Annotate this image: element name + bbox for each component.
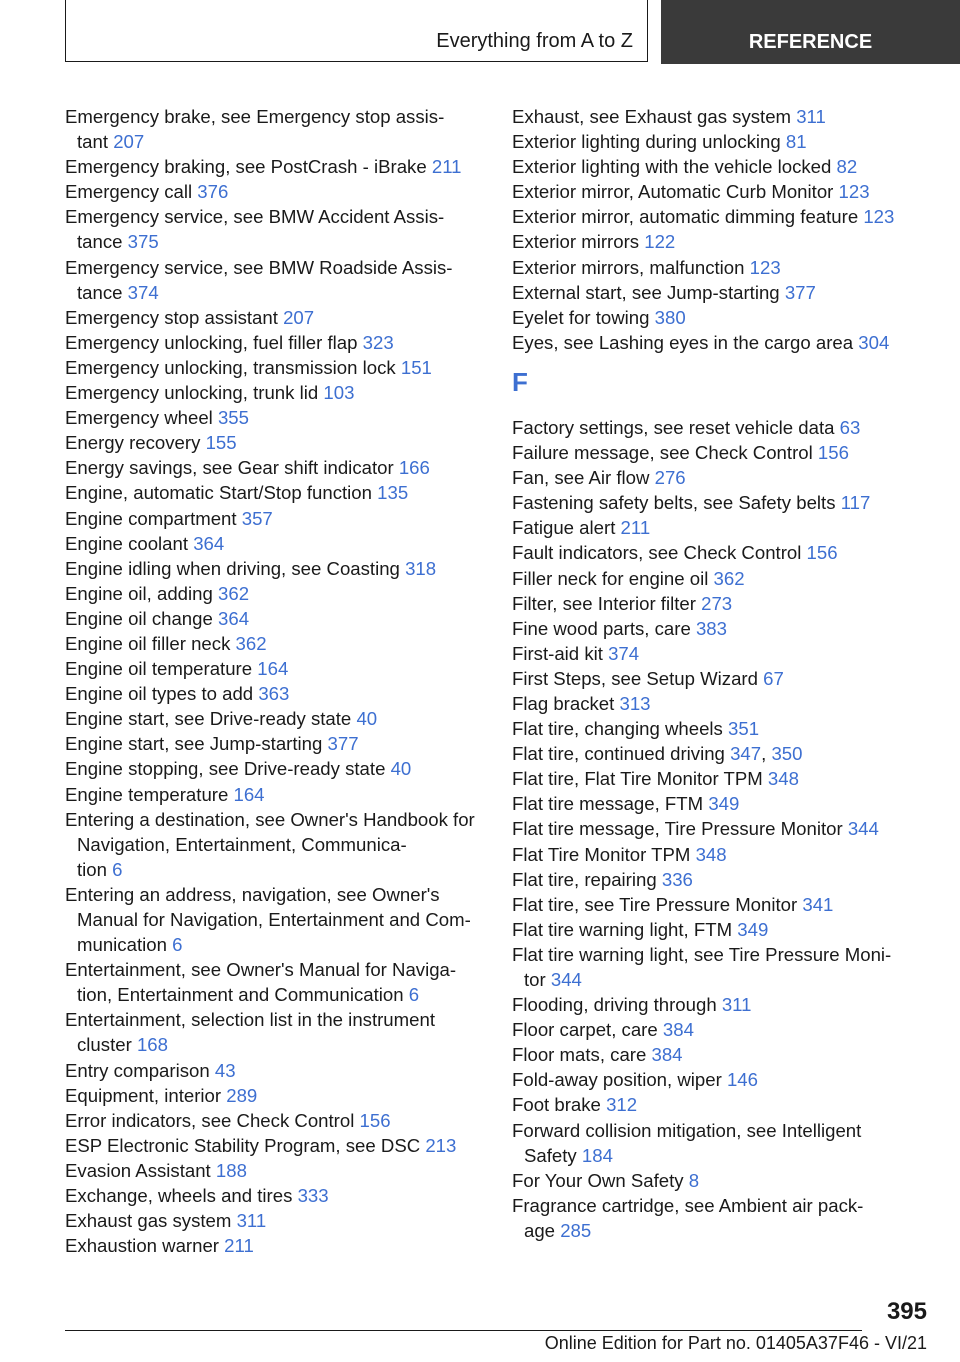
index-entry	[512, 129, 932, 154]
page-reference-link[interactable]: 67	[763, 667, 784, 689]
index-entry	[65, 656, 485, 681]
page-reference-link[interactable]: 384	[651, 1044, 683, 1066]
page-reference-link[interactable]: 211	[224, 1235, 254, 1257]
index-entry-text: Entering a destination, see Owner's Handbook for Navigation, Entertainment, Communica-	[65, 808, 475, 855]
index-entry	[512, 1042, 932, 1067]
index-entry-continuation: Safety	[524, 1144, 577, 1166]
index-entry-text: Entry comparison	[65, 1059, 210, 1081]
page-reference-link[interactable]: 40	[390, 758, 412, 780]
page-reference-link[interactable]: 349	[708, 793, 740, 815]
index-entry	[512, 305, 932, 330]
index-entry	[512, 1017, 932, 1042]
index-entry	[65, 179, 485, 204]
page-reference-link[interactable]: 348	[695, 843, 727, 865]
page-reference-link[interactable]: 351	[728, 718, 760, 740]
index-entry	[65, 405, 485, 430]
page-reference-link[interactable]: 362	[235, 632, 267, 654]
page-reference-link[interactable]: 363	[258, 683, 290, 705]
index-entry	[512, 641, 932, 666]
index-entry	[512, 591, 932, 616]
page-reference-link[interactable]: 383	[695, 617, 727, 639]
index-entry	[512, 917, 932, 942]
page-reference-link[interactable]: 207	[113, 131, 145, 153]
index-entry-text: Flat tire message, FTM	[512, 793, 704, 815]
index-entry	[65, 706, 485, 731]
page-reference-link[interactable]: 123	[838, 181, 870, 203]
index-entry	[65, 1208, 485, 1233]
page-reference-link[interactable]: 213	[425, 1134, 457, 1156]
page-reference-link[interactable]: 211	[620, 517, 651, 539]
index-entry-text: Emergency braking, see PostCrash - iBrake	[65, 156, 427, 178]
index-entry-text: Evasion Assistant	[65, 1159, 211, 1181]
page-reference-link[interactable]: 81	[785, 131, 807, 153]
index-entry	[512, 179, 932, 204]
index-entry	[512, 154, 932, 179]
index-entry	[65, 1183, 485, 1208]
page-reference-link[interactable]: 123	[749, 256, 781, 278]
page-number: 395	[886, 1298, 927, 1325]
index-group-e	[512, 104, 932, 355]
page-reference-link[interactable]: 40	[356, 708, 378, 730]
index-entry	[65, 756, 485, 781]
index-entry-text: Emergency wheel	[65, 407, 213, 429]
index-entry-text: Factory settings, see reset vehicle data	[512, 416, 835, 438]
page-reference-link[interactable]: 135	[377, 482, 409, 504]
index-entry-text: Emergency brake, see Emergency stop assis-	[65, 106, 445, 127]
index-entry-text: Fine wood parts, care	[512, 617, 691, 639]
index-entry-continuation: tion	[77, 858, 107, 880]
index-entry-text: Exterior mirrors	[512, 231, 640, 253]
index-entry-text: Equipment, interior	[65, 1084, 222, 1106]
index-entry-text: Flat tire warning light, see Tire Pressure Moni-	[512, 943, 892, 965]
index-entry-text: Engine compartment	[65, 507, 237, 529]
index-entry	[65, 1083, 485, 1108]
index-entry-text: Flat tire, changing wheels	[512, 718, 723, 740]
index-entry-text: For Your Own Safety	[512, 1169, 684, 1191]
footer-edition-text: Online Edition for Part no. 01405A37F46 - VI/21	[544, 1333, 927, 1353]
page-reference-link[interactable]: 312	[606, 1094, 638, 1116]
index-entry-text: Emergency unlocking, trunk lid	[65, 382, 319, 404]
index-entry	[65, 455, 485, 480]
index-entry	[65, 204, 485, 254]
index-entry-text: Engine oil filler neck	[65, 632, 231, 654]
page-reference-link[interactable]: 166	[398, 457, 430, 479]
index-entry-text: Exhaustion warner	[65, 1235, 219, 1257]
index-entry	[65, 531, 485, 556]
index-entry-text: Flat tire, repairing	[512, 868, 657, 890]
page-reference-link[interactable]: 377	[784, 281, 816, 303]
index-entry-text: Energy recovery	[65, 432, 201, 454]
page-reference-link[interactable]: 311	[236, 1210, 267, 1232]
index-entry-text: Engine oil, adding	[65, 582, 213, 604]
page-reference-link[interactable]: 285	[560, 1219, 592, 1241]
page-reference-link[interactable]: 207	[283, 306, 315, 328]
index-entry-text: Flat tire, Flat Tire Monitor TPM	[512, 768, 763, 790]
index-letter-heading: F	[512, 366, 528, 397]
index-entry	[512, 666, 932, 691]
header-section-title: Everything from A to Z	[436, 30, 633, 52]
index-entry	[65, 355, 485, 380]
page-reference-link[interactable]: 344	[550, 969, 582, 990]
index-entry-text: Entering an address, navigation, see Owner's Manual for Navigation, Entertainment and Com-	[65, 883, 471, 930]
index-entry	[512, 330, 932, 355]
index-entry-continuation: cluster	[77, 1034, 132, 1056]
page-reference-link[interactable]: 311	[721, 994, 752, 1016]
page-reference-link[interactable]: 164	[257, 658, 289, 680]
index-entry-text: Flooding, driving through	[512, 994, 717, 1016]
page-reference-link[interactable]: 164	[233, 783, 265, 805]
index-entry	[512, 440, 932, 465]
page-reference-link[interactable]: 63	[839, 416, 861, 438]
index-entry	[65, 1133, 485, 1158]
index-entry	[65, 631, 485, 656]
index-entry-continuation: age	[524, 1219, 556, 1241]
page-reference-link[interactable]: 168	[136, 1034, 168, 1056]
index-entry	[65, 380, 485, 405]
page-reference-link[interactable]: 82	[836, 156, 858, 178]
index-entry-text: Floor mats, care	[512, 1044, 647, 1066]
index-entry	[512, 691, 932, 716]
page-reference-link[interactable]: 311	[796, 106, 826, 127]
index-entry	[512, 867, 932, 892]
index-entry-text: Engine oil change	[65, 607, 213, 629]
index-entry: Flat tire, continued driving 347, 350	[512, 743, 803, 765]
index-entry	[65, 882, 485, 957]
header-chapter-tab	[661, 0, 960, 64]
index-entry-continuation: tor	[524, 969, 546, 990]
index-entry	[512, 540, 932, 565]
index-entry	[65, 154, 485, 179]
footer-divider	[65, 1330, 862, 1331]
page-reference-link[interactable]: 377	[327, 733, 359, 755]
index-entry-text: Entertainment, selection list in the instrument	[65, 1009, 435, 1031]
index-entry-text: Fan, see Air flow	[512, 467, 650, 489]
page-reference-link[interactable]: 341	[802, 893, 834, 915]
index-entry-text: Fatigue alert	[512, 517, 616, 539]
index-entry-text: Entertainment, see Owner's Manual for Naviga-	[65, 959, 457, 981]
index-entry-text: Eyelet for towing	[512, 306, 650, 328]
index-entry-text: Flat Tire Monitor TPM	[512, 843, 691, 865]
index-entry	[65, 1058, 485, 1083]
index-entry	[65, 430, 485, 455]
index-entry	[512, 992, 932, 1017]
index-entry	[512, 816, 932, 841]
index-entry	[512, 716, 932, 741]
page-reference-link[interactable]: 304	[858, 331, 890, 353]
index-entry	[512, 104, 932, 129]
index-entry	[65, 957, 485, 1007]
index-entry	[65, 731, 485, 756]
footer-edition	[545, 1333, 927, 1354]
index-entry-text: Exhaust gas system	[65, 1210, 232, 1232]
index-entry-text: Foot brake	[512, 1094, 601, 1116]
page-reference-link[interactable]: 156	[359, 1109, 391, 1131]
index-entry-text: Emergency service, see BMW Accident Assis-	[65, 206, 445, 228]
page-reference-link[interactable]: 6	[408, 984, 420, 1006]
index-entry-text: Fastening safety belts, see Safety belts	[512, 492, 836, 514]
page-reference-link[interactable]: 375	[127, 231, 159, 253]
index-entry	[65, 782, 485, 807]
index-entry-text: External start, see Jump-starting	[512, 281, 780, 303]
index-entry-text: Flat tire message, Tire Pressure Monitor	[512, 818, 843, 840]
page-reference-link[interactable]: 289	[226, 1084, 258, 1106]
index-entry-continuation: munication	[77, 934, 167, 956]
index-entry	[65, 807, 485, 882]
page-reference-link[interactable]: 364	[218, 607, 250, 629]
index-entry	[512, 842, 932, 867]
page-reference-link[interactable]: 355	[217, 407, 249, 429]
index-entry	[512, 490, 932, 515]
page-reference-link[interactable]: 276	[654, 467, 686, 489]
page-reference-link[interactable]: 384	[662, 1019, 694, 1041]
index-entry-text: Engine stopping, see Drive-ready state	[65, 758, 386, 780]
index-entry-text: Floor carpet, care	[512, 1019, 658, 1041]
index-entry-text: Flat tire, see Tire Pressure Monitor	[512, 893, 798, 915]
index-entry	[65, 305, 485, 330]
index-entry-text: Engine start, see Jump-starting	[65, 733, 323, 755]
index-entry	[512, 280, 932, 305]
index-entry-text: Exterior mirror, automatic dimming feature	[512, 206, 859, 228]
index-entry-text: Exterior mirrors, malfunction	[512, 256, 745, 278]
page-reference-link[interactable]: 122	[644, 231, 676, 253]
index-entry-continuation: tance	[77, 281, 123, 303]
page-reference-link[interactable]: 364	[193, 532, 225, 554]
index-entry-text: Fold-away position, wiper	[512, 1069, 722, 1091]
index-entry-text: Emergency service, see BMW Roadside Assis-	[65, 256, 453, 278]
index-entry	[512, 892, 932, 917]
index-entry-text: Exhaust, see Exhaust gas system	[512, 106, 792, 127]
index-entry-text: Exterior lighting during unlocking	[512, 131, 781, 153]
index-entry	[65, 480, 485, 505]
header-chapter-title: REFERENCE	[748, 31, 873, 53]
page-reference-link[interactable]: 151	[400, 356, 432, 378]
index-entry	[512, 1092, 932, 1117]
page-reference-link[interactable]: 184	[581, 1144, 613, 1166]
index-entry-text: First Steps, see Setup Wizard	[512, 667, 758, 689]
index-entry-text: Engine temperature	[65, 783, 229, 805]
index-entry	[65, 1108, 485, 1133]
index-entry-text: Engine idling when driving, see Coasting	[65, 557, 400, 579]
page-reference-link[interactable]: 6	[112, 858, 123, 880]
index-entry-text: Fragrance cartridge, see Ambient air pack-	[512, 1194, 864, 1216]
index-entry-text: Filter, see Interior filter	[512, 592, 696, 614]
index-entry-text: Flat tire, continued driving	[512, 743, 725, 765]
page-reference-link[interactable]: 123	[863, 206, 895, 228]
index-entry	[65, 104, 485, 154]
index-entry	[512, 616, 932, 641]
page-reference-link[interactable]: 380	[654, 306, 686, 328]
page-reference-link[interactable]: 8	[688, 1169, 700, 1191]
page-reference-link[interactable]: 188	[215, 1159, 247, 1181]
index-entry-text: Engine coolant	[65, 532, 189, 554]
index-entry	[512, 204, 932, 229]
page-reference-link[interactable]: 155	[205, 432, 237, 454]
index-entry	[512, 465, 932, 490]
page-reference-link[interactable]: 374	[608, 642, 640, 664]
index-entry	[65, 506, 485, 531]
index-entry	[512, 1118, 932, 1168]
index-entry-continuation: tion, Entertainment and Communication	[77, 984, 404, 1006]
index-entry-text: Eyes, see Lashing eyes in the cargo area	[512, 331, 854, 353]
page-reference-link[interactable]: 146	[726, 1069, 758, 1091]
index-entry	[512, 566, 932, 591]
index-entry-text: Forward collision mitigation, see Intelligent	[512, 1119, 862, 1141]
index-entry-text: Engine start, see Drive-ready state	[65, 708, 352, 730]
index-entry-continuation: tant	[77, 131, 109, 153]
index-entry-text: Emergency stop assistant	[65, 306, 278, 328]
index-entry	[512, 791, 932, 816]
index-entry	[65, 255, 485, 305]
page-reference-link[interactable]: 333	[297, 1185, 329, 1207]
index-entry-text: Exchange, wheels and tires	[65, 1185, 293, 1207]
page-reference-link[interactable]: 350	[771, 743, 803, 765]
index-group-f	[512, 415, 932, 1243]
index-entry	[512, 1168, 932, 1193]
index-entry-text: Failure message, see Check Control	[512, 442, 813, 464]
index-column-right	[512, 104, 932, 1243]
page-reference-link[interactable]: 362	[218, 582, 250, 604]
index-entry	[65, 581, 485, 606]
index-entry-text: Energy savings, see Gear shift indicator	[65, 457, 394, 479]
index-entry	[512, 766, 932, 791]
index-entry-text: Engine oil types to add	[65, 683, 254, 705]
page-reference-link[interactable]: 273	[701, 592, 733, 614]
index-entry	[65, 330, 485, 355]
page-reference-link[interactable]: 156	[817, 442, 849, 464]
index-entry	[512, 415, 932, 440]
page-reference-link[interactable]: 336	[661, 868, 693, 890]
page-reference-link[interactable]: 374	[127, 281, 159, 303]
index-entry	[512, 1067, 932, 1092]
page-reference-link[interactable]: 318	[405, 557, 437, 579]
page-reference-link[interactable]: 349	[737, 918, 769, 940]
page-reference-link[interactable]: 344	[847, 818, 879, 840]
index-entry-text: Emergency unlocking, transmission lock	[65, 356, 396, 378]
index-entry-text: Flag bracket	[512, 692, 615, 714]
index-entry	[65, 556, 485, 581]
index-entry-text: Exterior mirror, Automatic Curb Monitor	[512, 181, 834, 203]
header-section-box	[65, 0, 648, 62]
index-entry	[65, 606, 485, 631]
page-reference-link[interactable]: 362	[713, 567, 745, 589]
page-reference-link[interactable]: 6	[172, 934, 183, 956]
index-entry-text: Fault indicators, see Check Control	[512, 542, 802, 564]
page-reference-link[interactable]: 43	[214, 1059, 236, 1081]
page-reference-link[interactable]: 347	[730, 743, 762, 765]
index-entry-text: Emergency unlocking, fuel filler flap	[65, 331, 358, 353]
page-reference-link[interactable]: 376	[197, 181, 229, 203]
page-reference-link[interactable]: 117	[840, 492, 871, 514]
index-entry-text: Flat tire warning light, FTM	[512, 918, 733, 940]
page-reference-link[interactable]: 313	[619, 692, 651, 714]
index-entry-text: ESP Electronic Stability Program, see DSC	[65, 1134, 421, 1156]
index-entry-text: Filler neck for engine oil	[512, 567, 709, 589]
index-entry	[512, 229, 932, 254]
index-entry-text: Emergency call	[65, 181, 193, 203]
index-entry-continuation: tance	[77, 231, 123, 253]
index-entry	[512, 1193, 932, 1243]
index-entry	[512, 255, 932, 280]
index-entry-text: Exterior lighting with the vehicle locked	[512, 156, 832, 178]
index-entry	[512, 942, 932, 992]
page-reference-link[interactable]: 156	[806, 542, 838, 564]
index-entry	[65, 1158, 485, 1183]
page-reference-link[interactable]: 323	[362, 331, 394, 353]
index-entry	[65, 1233, 485, 1258]
index-entry	[512, 515, 932, 540]
index-entry	[65, 681, 485, 706]
page-reference-link[interactable]: 103	[323, 382, 355, 404]
page-reference-link[interactable]: 348	[767, 768, 799, 790]
index-entry-text: Engine oil temperature	[65, 658, 253, 680]
index-entry-text: First-aid kit	[512, 642, 603, 664]
page-reference-link[interactable]: 211	[431, 156, 462, 178]
index-entry-text: Engine, automatic Start/Stop function	[65, 482, 372, 504]
page-reference-link[interactable]: 357	[241, 507, 273, 529]
index-column-left	[65, 104, 485, 1258]
index-entry	[65, 1007, 485, 1057]
index-entry-text: Error indicators, see Check Control	[65, 1109, 355, 1131]
